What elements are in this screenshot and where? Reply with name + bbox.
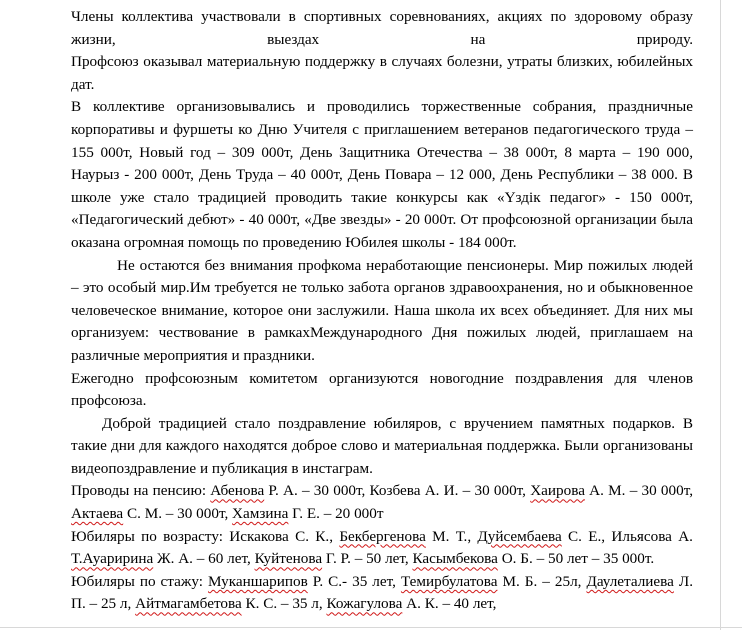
age-label: Юбиляры по возрасту: [71,527,223,545]
retirement-label: Проводы на пенсию: [71,482,207,500]
retirement-text-2: А. М. – 30 000т, [584,482,694,500]
name-mukansharipov: Муканшарипов [207,572,308,590]
age-text-3: Ж. А. – 60 лет, [153,550,255,568]
paragraph-tenure-jubilees [71,571,693,616]
name-kasymbekova: Касымбекова [412,550,498,568]
retirement-text-1: Р. А. – 30 000т, Козбева А. И. – 30 000т, [264,482,531,500]
name-kozhagulova: Кожагулова [326,595,403,613]
name-khairova: Хаирова [530,482,585,500]
tenure-label: Юбиляры по стажу: [71,572,203,590]
paragraph-retirement [71,480,693,525]
paragraph-support: Профсоюз оказывал материальную поддержку в случаях болезни, утраты близких, юбилейных дат. [71,53,693,93]
name-dauletalieva: Даулеталиева [586,572,674,590]
name-temirbulatova: Темирбулатова [400,572,498,590]
age-text-2: С. Е., Ильясова А. [561,527,693,545]
paragraph-activities: Члены коллектива участвовали в спортивных соревнованиях, акциях по здоровому образу жизни, выездах на природу. [71,8,693,48]
paragraph-new-year: Ежегодно профсоюзным комитетом организуются новогодние поздравления для членов профсоюза. [71,369,693,410]
tenure-text-1: Р. С.- 35 лет, [307,572,401,590]
paragraph-events: В коллективе организовывались и проводились торжественные собрания, праздничные корпоративы и фуршеты ко Дню Учителя с приглашением ветеранов педагогического труда – 155 000т, Новый год – 309 000т, День Защитника Отечества – 38 000т, 8 марта – 190 000, Наурыз - 200 000т, День Труда – 40 000т, День Повара – 12 000, День Республики – 38 000. В школе уже стало традицией проводить такие конкурсы как «Үздік педагог» - 150 000т, «Педагогический дебют» - 40 000т, «Две звезды» - 20 000т. От профсоюзной организации была оказана огромная помощь по проведению Юбилея школы - 184 000т. [71,98,693,251]
tenure-text-3: Л. П. – 25 л, [71,572,693,613]
name-abenova: Абенова [210,482,265,500]
page-bottom-edge [0,627,742,628]
name-aitmagambetova: Айтмагамбетова [135,595,242,613]
age-text-1: М. Т., [425,527,478,545]
retirement-text-3: С. М. – 30 000т, [123,505,233,523]
name-duisembaeva: Дуйсембаева [477,527,562,545]
tenure-text-5: А. К. – 40 лет, [402,595,497,613]
retirement-text-4: Г. Е. – 20 000т [288,505,384,523]
paragraph-pensioners: Не остаются без внимания профкома неработающие пенсионеры. Мир пожилых людей – это особый мир.Им требуется не только забота органов здравоохранения, но и обыкновенное человеческое внимание, которое они заслужили. Наша школа их всех объединяет. Для них мы организуем: чествование в рамкахМеждународного Дня пожилых людей, приглашаем на различные мероприятия и праздники. [71,256,693,364]
age-text-0: Искакова С. К., [222,527,340,545]
age-text-5: О. Б. – 50 лет – 35 000т. [497,550,655,568]
tenure-text-4: К. С. – 35 л, [241,595,327,613]
paragraph-age-jubilees [71,526,693,571]
name-auaririna: Т.Ауаририна [71,550,154,568]
name-kuitenova: Куйтенова [254,550,323,568]
age-text-4: Г. Р. – 50 лет, [322,550,413,568]
tenure-text-2: М. Б. – 25л, [497,572,587,590]
paragraph-jubilees: Доброй традицией стало поздравление юбиляров, с вручением памятных подарков. В такие дни для каждого находятся доброе слово и материальная поддержка. Были организованы видеопоздравление и публикация в инстаграм. [71,414,693,477]
name-khamzina: Хамзина [232,505,289,523]
page-right-edge [720,0,721,630]
name-bekbergenova: Бекбергенова [339,527,426,545]
document-body [71,6,693,616]
name-aktaeva: Актаева [71,505,124,523]
